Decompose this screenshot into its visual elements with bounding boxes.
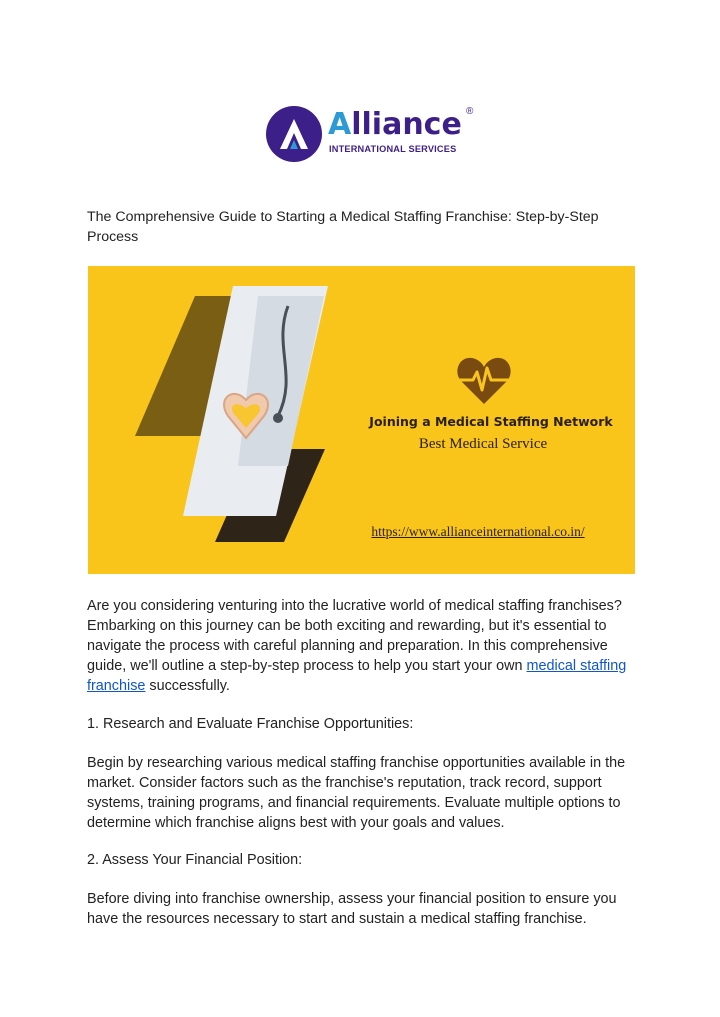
registered-mark: ® <box>466 106 474 117</box>
page-title: The Comprehensive Guide to Starting a Medical Staffing Franchise: Step-by-Step Process <box>87 209 599 245</box>
heart-pulse-icon <box>455 354 513 406</box>
medical-staffing-franchise-link[interactable]: medical staffing franchise <box>87 658 627 694</box>
banner-image <box>88 266 635 574</box>
section-1-body: Begin by researching various medical staffing franchise opportunities available in the market. Consider factors such as the franchise's reputation, track record, support systems, training programs, and financial requirements. Evaluate multiple options to determine which franchise aligns best with your goals and values. <box>87 755 626 831</box>
banner-subtitle: Best Medical Service <box>418 436 548 452</box>
banner-headline: Joining a Medical Staffing Network <box>369 414 613 429</box>
intro-paragraph: Are you considering venturing into the lucrative world of medical staffing franchises? Embarking on this journey can be both exciting and rewarding, but it's essential to navigate the process with careful planning and preparation. In this comprehensive guide, we'll outline a step-by-step process to help you start your own medical staffing franchise successfully. <box>87 598 627 694</box>
banner-url: https://www.allianceinternational.co.in/ <box>371 524 585 539</box>
section-2-heading: 2. Assess Your Financial Position: <box>87 852 303 868</box>
section-1-heading: 1. Research and Evaluate Franchise Opportunities: <box>87 716 414 732</box>
section-2-body: Before diving into franchise ownership, assess your financial position to ensure you have the resources necessary to start and sustain a medical staffing franchise. <box>87 891 617 927</box>
logo-subtitle: INTERNATIONAL SERVICES <box>329 144 457 154</box>
logo-wordmark: Alliance <box>328 107 462 142</box>
logo-mark-icon <box>266 106 322 162</box>
company-logo <box>266 106 478 164</box>
